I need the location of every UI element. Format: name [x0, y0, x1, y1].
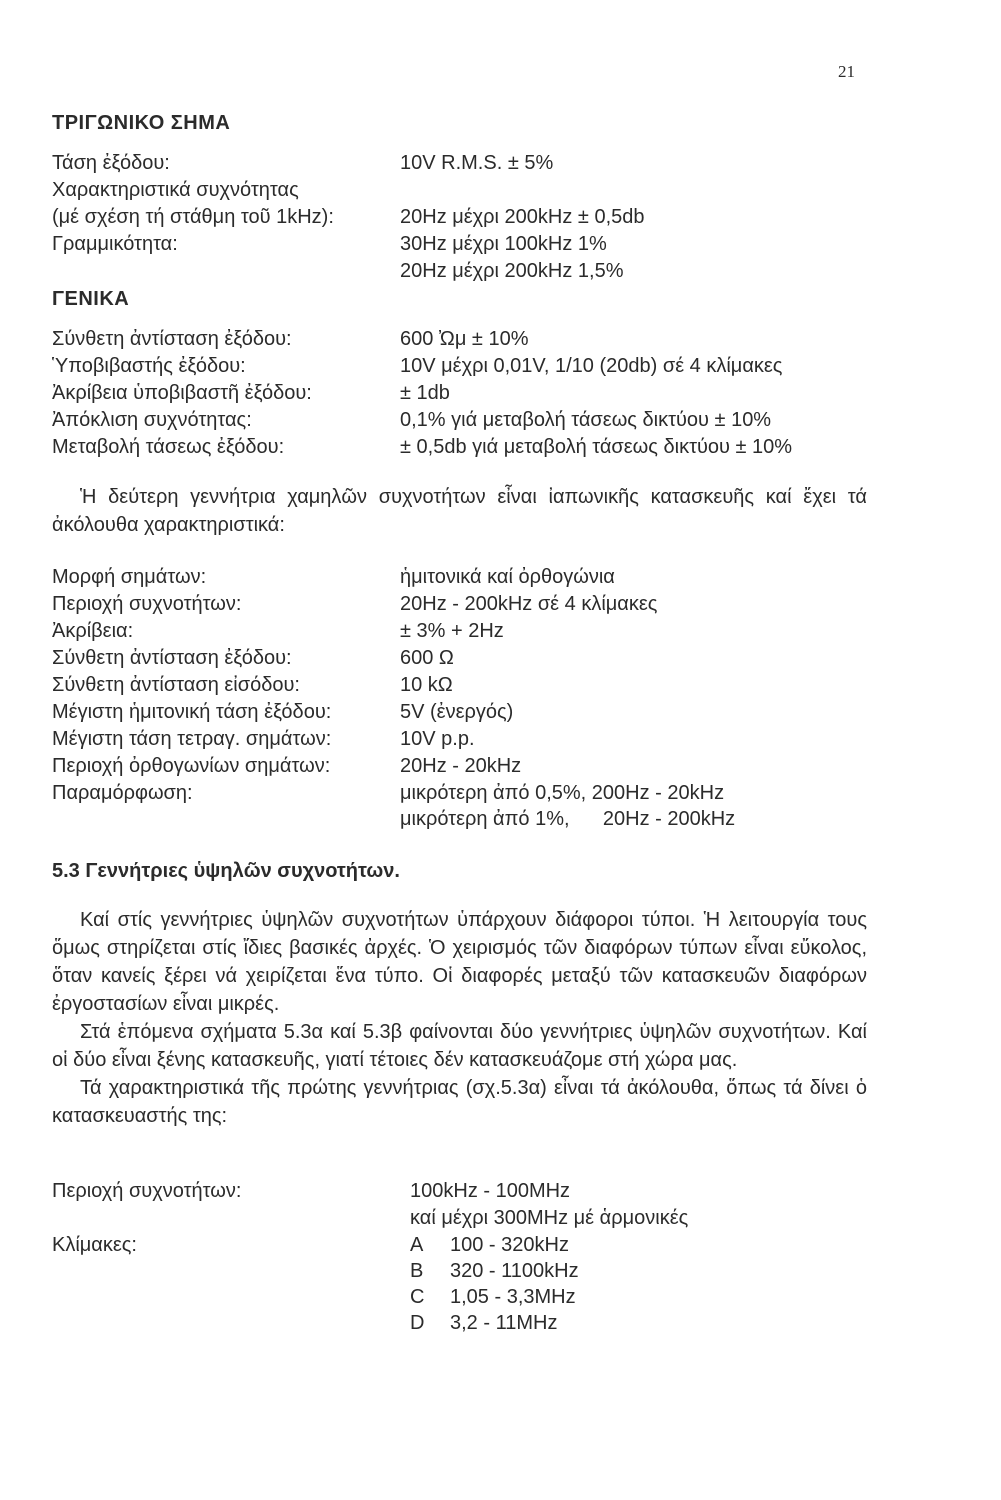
- spec-label: Ἀπόκλιση συχνότητας:: [52, 409, 252, 431]
- intro-paragraph: [52, 483, 867, 539]
- spec-label: Τάση ἐξόδου:: [52, 152, 170, 174]
- spec-label: Γραμμικότητα:: [52, 233, 178, 255]
- triangle-heading: ΤΡΙΓΩΝΙΚΟ ΣΗΜΑ: [52, 112, 231, 134]
- scale-range: 3,2 - 11MHz: [450, 1312, 558, 1334]
- spec-label: Μορφή σημάτων:: [52, 566, 207, 588]
- spec-value: ± 1db: [400, 382, 450, 404]
- paragraph-text: Στά ἑπόμενα σχήματα 5.3α καί 5.3β φαίνονται δύο γεννήτριες ὑψηλῶν συχνοτήτων. Καί οἱ δύο εἶναι ξένης κατασκευῆς, γιατί τέτοιες δέν κατασκευάζομε στή χώρα μας.: [52, 1021, 867, 1071]
- spec-value: 10 kΩ: [400, 674, 453, 696]
- spec-value: 20Hz μέχρι 200kHz ± 0,5db: [400, 206, 645, 228]
- spec-label: Χαρακτηριστικά συχνότητας: [52, 179, 299, 201]
- paragraph-text: Ἡ δεύτερη γεννήτρια χαμηλῶν συχνοτήτων εἶναι ἰαπωνικῆς κατασκευῆς καί ἔχει τά ἀκόλουθα χαρακτηριστικά:: [52, 486, 867, 536]
- spec-label: (μέ σχέση τή στάθμη τοῦ 1kHz):: [52, 206, 334, 228]
- spec-value: 20Hz μέχρι 200kHz 1,5%: [400, 260, 624, 282]
- scale-row: [410, 1232, 579, 1258]
- scale-range: 100 - 320kHz: [450, 1234, 569, 1256]
- scale-row: [410, 1258, 579, 1284]
- general-heading: ΓΕΝΙΚΑ: [52, 288, 130, 310]
- scale-key: A: [410, 1234, 424, 1256]
- spec-value: 10V μέχρι 0,01V, 1/10 (20db) σέ 4 κλίμακες: [400, 355, 783, 377]
- section-title: 5.3 Γεννήτριες ὑψηλῶν συχνοτήτων.: [52, 860, 400, 882]
- page-number: 21: [838, 62, 855, 81]
- spec-label: Μεταβολή τάσεως ἐξόδου:: [52, 436, 285, 458]
- scale-row: [410, 1310, 579, 1336]
- spec-label: Σύνθετη ἀντίσταση ἐξόδου:: [52, 647, 292, 669]
- paragraph-text: Τά χαρακτηριστικά τῆς πρώτης γεννήτριας (σχ.5.3α) εἶναι τά ἀκόλουθα, ὅπως τά δίνει ὁ κατασκευαστής της:: [52, 1077, 867, 1127]
- scale-range: 1,05 - 3,3MHz: [450, 1286, 576, 1308]
- spec-label: Περιοχή ὀρθογωνίων σημάτων:: [52, 755, 331, 777]
- spec-value: 5V (ἐνεργός): [400, 701, 514, 723]
- hf-scales-list: [410, 1232, 579, 1336]
- scale-key: C: [410, 1286, 425, 1308]
- hf-scales-label: Κλίμακες:: [52, 1234, 137, 1256]
- spec-label: Περιοχή συχνοτήτων:: [52, 593, 242, 615]
- spec-value: 20Hz - 200kHz σέ 4 κλίμακες: [400, 593, 658, 615]
- spec-label: Παραμόρφωση:: [52, 782, 193, 804]
- paragraph-text: Καί στίς γεννήτριες ὑψηλῶν συχνοτήτων ὑπάρχουν διάφοροι τύποι. Ἡ λειτουργία τους ὅμως στηρίζεται στίς ἴδιες βασικές ἀρχές. Ὁ χειρισμός τῶν διαφόρων τύπων εἶναι εὔκολος, ὅταν κανείς ξέρει νά χειρίζεται ἕνα τύπο. Οἱ διαφορές μεταξύ τῶν κατασκευῶν διαφόρων ἐργοστασίων εἶναι μικρές.: [52, 909, 867, 1015]
- spec-value: 20Hz - 20kHz: [400, 755, 522, 777]
- spec-label: Σύνθετη ἀντίσταση εἰσόδου:: [52, 674, 300, 696]
- spec-label: Ἀκρίβεια ὑποβιβαστῆ ἐξόδου:: [52, 382, 312, 404]
- spec-value: μικρότερη ἀπό 1%, 20Hz - 200kHz: [400, 808, 736, 830]
- hf-range-label: Περιοχή συχνοτήτων:: [52, 1180, 242, 1202]
- spec-label: Μέγιστη ἡμιτονική τάση ἐξόδου:: [52, 701, 332, 723]
- spec-label: Σύνθετη ἀντίσταση ἐξόδου:: [52, 328, 292, 350]
- hf-range-extra: καί μέχρι 300MHz μέ ἁρμονικές: [410, 1207, 689, 1229]
- spec-label: Μέγιστη τάση τετραγ. σημάτων:: [52, 728, 332, 750]
- spec-value: ἡμιτονικά καί ὀρθογώνια: [400, 566, 615, 588]
- spec-value: 600 Ω: [400, 647, 454, 669]
- hf-range-value: 100kHz - 100MHz: [410, 1180, 571, 1202]
- scale-range: 320 - 1100kHz: [450, 1260, 579, 1282]
- spec-value: μικρότερη ἀπό 0,5%, 200Hz - 20kHz: [400, 782, 725, 804]
- spec-label: Ἀκρίβεια:: [52, 620, 134, 642]
- spec-value: 10V R.M.S. ± 5%: [400, 152, 554, 174]
- spec-label: Ὑποβιβαστής ἐξόδου:: [52, 355, 246, 377]
- spec-value: ± 3% + 2Hz: [400, 620, 504, 642]
- scale-row: [410, 1284, 579, 1310]
- spec-value: 10V p.p.: [400, 728, 475, 750]
- spec-value: 30Hz μέχρι 100kHz 1%: [400, 233, 607, 255]
- spec-value: 600 Ὠμ ± 10%: [400, 328, 529, 350]
- section-body: [52, 906, 867, 1130]
- spec-value: ± 0,5db γιά μεταβολή τάσεως δικτύου ± 10%: [400, 436, 793, 458]
- scale-key: B: [410, 1260, 424, 1282]
- spec-value: 0,1% γιά μεταβολή τάσεως δικτύου ± 10%: [400, 409, 772, 431]
- scale-key: D: [410, 1312, 425, 1334]
